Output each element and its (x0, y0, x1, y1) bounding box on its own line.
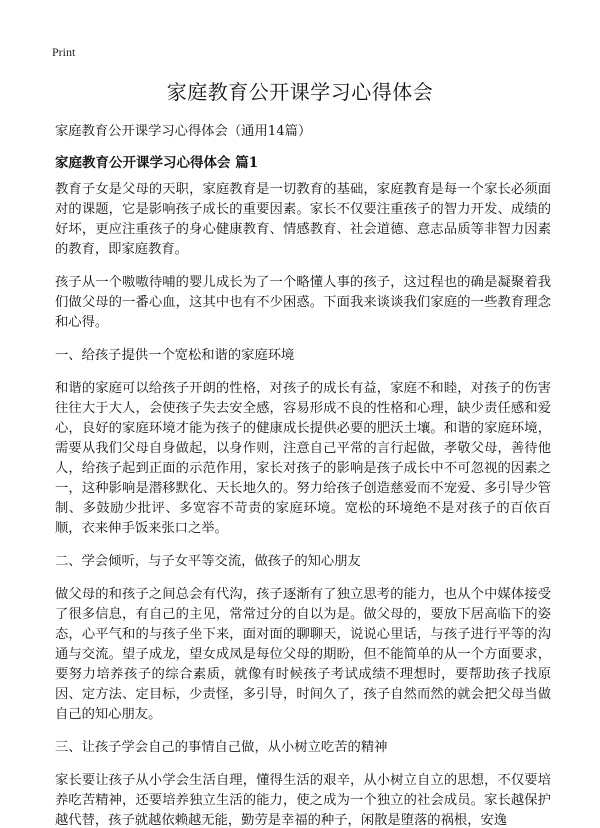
print-label[interactable]: Print (52, 45, 76, 59)
section-title: 家庭教育公开课学习心得体会 篇1 (55, 155, 259, 171)
subheading-2: 二、学会倾听，与子女平等交流，做孩子的知心朋友 (55, 554, 361, 569)
document-subtitle: 家庭教育公开课学习心得体会（通用14篇） (55, 124, 312, 139)
paragraph-intro: 教育子女是父母的天职，家庭教育是一切教育的基础，家庭教育是每一个家长必须面对的课题，它是影响孩子成长的重要因素。家长不仅要注重孩子的智力开发、成绩的好坏，更应注重孩子的身心健康教育、情感教育、社会道德、意志品质等非智力因素的教育，即家庭教育。 (55, 182, 551, 257)
article-body (55, 180, 551, 828)
paragraph-background: 孩子从一个嗷嗷待哺的婴儿成长为了一个略懂人事的孩子，这过程也的确是凝聚着我们做父母的一番心血，这其中也有不少困惑。下面我来谈谈我们家庭的一些教育理念和心得。 (55, 275, 551, 330)
paragraph-independence: 家长要让孩子从小学会生活自理，懂得生活的艰辛，从小树立自立的思想，不仅要培养吃苦精神，还要培养独立生活的能力，使之成为一个独立的社会成员。家长越保护越代替，孩子就越依赖越无能，勤劳是幸福的种子，闲散是堕落的祸根，安逸 (55, 773, 551, 828)
paragraph-communication: 做父母的和孩子之间总会有代沟，孩子逐渐有了独立思考的能力，也从个中媒体接受了很多信息，有自己的主见，常常过分的自以为是。做父母的，要放下居高临下的姿态，心平气和的与孩子坐下来，面对面的聊聊天，说说心里话，与孩子进行平等的沟通与交流。望子成龙，望女成凤是每位父母的期盼，但不能简单的从一个方面要求，要努力培养孩子的综合素质，就像有时候孩子考试成绩不理想时，要帮助孩子找原因、定方法、定目标，少责怪，多引导，时间久了，孩子自然而然的就会把父母当做自己的知心朋友。 (55, 587, 551, 722)
subheading-3: 三、让孩子学会自己的事情自己做，从小树立吃苦的精神 (55, 740, 388, 755)
page-title: 家庭教育公开课学习心得体会 (166, 80, 434, 104)
subheading-1: 一、给孩子提供一个宽松和谐的家庭环境 (55, 348, 295, 363)
paragraph-environment: 和谐的家庭可以给孩子开朗的性格，对孩子的成长有益，家庭不和睦，对孩子的伤害往往大于大人，会使孩子失去安全感，容易形成不良的性格和心理，缺少责任感和爱心，良好的家庭环境才能为孩子的健康成长提供必要的肥沃土壤。和谐的家庭环境，需要从我们父母自身做起，以身作则，注意自己平常的言行起做，孝敬父母，善待他人，给孩子起到正面的示范作用，家长对孩子的影响是孩子成长中不可忽视的因素之一，这种影响是潜移默化、天长地久的。努力给孩子创造慈爱而不宠爱、多引导少管制、多鼓励少批评、多宽容不苛责的家庭环境。宽松的环境绝不是对孩子的百依百顺，衣来伸手饭来张口之举。 (55, 381, 551, 536)
